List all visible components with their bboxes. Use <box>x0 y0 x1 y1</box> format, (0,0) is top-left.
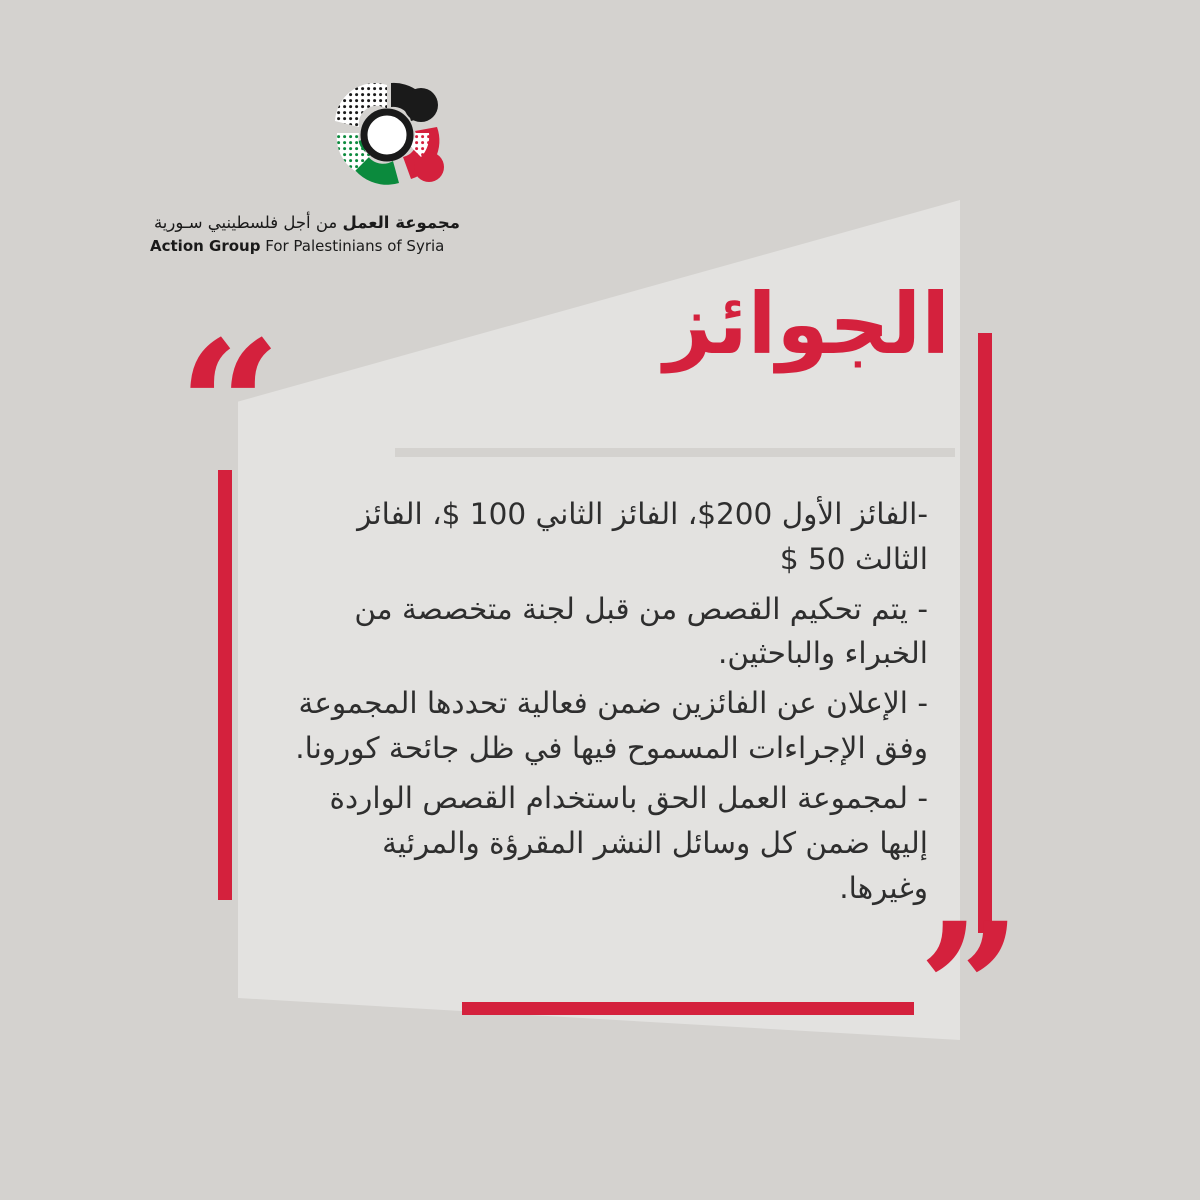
quote-open-icon: “ <box>178 302 282 513</box>
logo-wordmark <box>150 212 460 257</box>
action-group-logo-icon <box>325 75 460 200</box>
accent-bar-bottom <box>462 1002 914 1015</box>
body-paragraph: - لمجموعة العمل الحق باستخدام القصص الواردة إليها ضمن كل وسائل النشر المقرؤة والمرئية وغيرها. <box>329 780 928 905</box>
logo-english-bold: Action Group <box>150 237 261 256</box>
logo-english-rest: For Palestinians of Syria <box>260 237 445 256</box>
body-paragraph: - الإعلان عن الفائزين ضمن فعالية تحددها المجموعة وفق الإجراءات المسموح فيها في ظل جائحة كورونا. <box>295 686 928 766</box>
logo-english-name <box>150 236 460 256</box>
panel-divider <box>395 448 955 457</box>
logo-arabic-name <box>150 212 460 233</box>
body-text <box>288 492 928 915</box>
page-title: الجوائز <box>663 275 950 373</box>
logo-block <box>120 75 460 257</box>
logo-arabic-bold: مجموعة العمل <box>342 213 460 232</box>
body-paragraph: - يتم تحكيم القصص من قبل لجنة متخصصة من الخبراء والباحثين. <box>354 591 928 671</box>
accent-bar-right <box>978 333 992 933</box>
quote-close-icon: ” <box>918 884 1022 1095</box>
body-paragraph: -الفائز الأول 200$، الفائز الثاني 100 $، الفائز الثالث 50 $ <box>357 497 928 576</box>
logo-arabic-rest: من أجل فلسطينيي سـورية <box>153 213 343 232</box>
accent-bar-left <box>218 470 232 900</box>
